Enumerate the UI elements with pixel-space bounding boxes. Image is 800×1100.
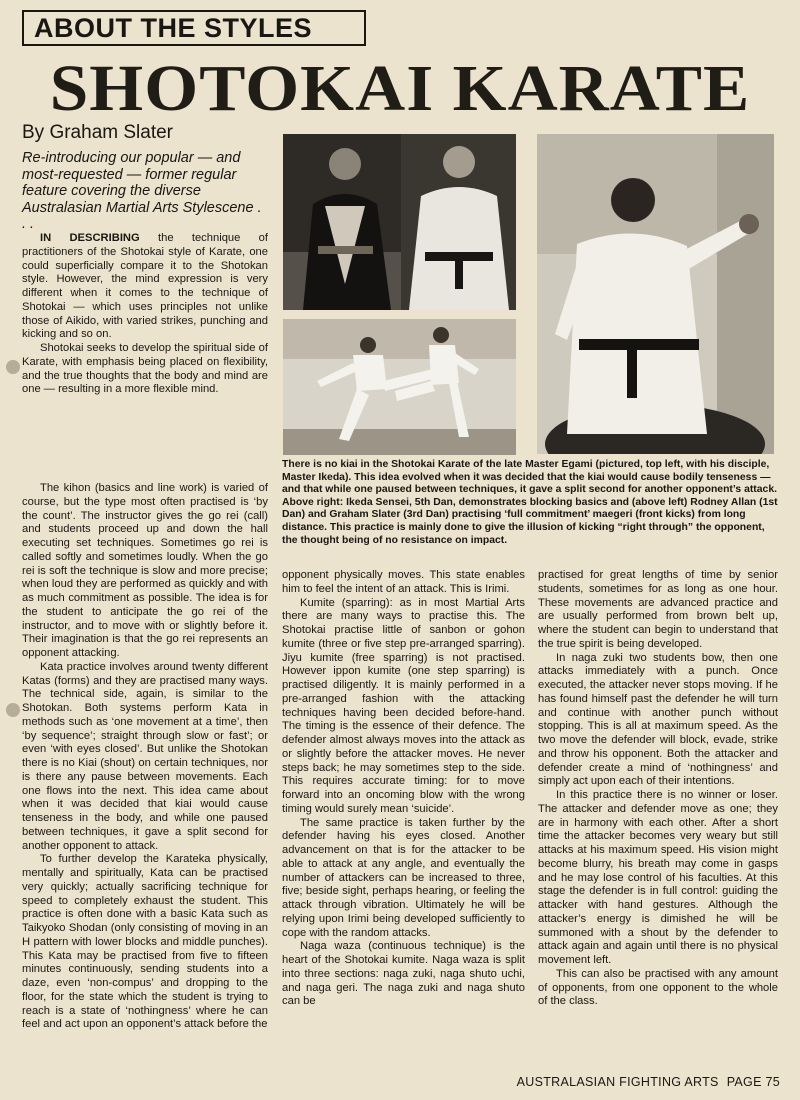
article-column-3	[538, 569, 778, 1009]
page-footer	[510, 1075, 780, 1089]
intro-rest: the technique of practitioners of the Shotokai style of Karate, one could superficially compare it to the Shotokan style. However, the mind expression is very different when it comes to the technique of Shotokai — which uses principles not unlike those of Aikido, with varied strikes, punching and kicking and so on.	[22, 232, 268, 341]
publication-name: AUSTRALASIAN FIGHTING ARTS	[516, 1075, 719, 1089]
byline: By Graham Slater	[22, 122, 173, 143]
body-paragraph: opponent physically moves. This state enables him to feel the intent of an attack. This is Irimi.	[282, 569, 525, 595]
body-paragraph: The same practice is taken further by the defender having his eyes closed. Another advancement on that is for the attacker to be able to attack at any angle, and eventually the number of attackers can be increased to three, five; beside sight, perhaps hearing, or feeling the attack through vibration. Ultimately he will be relying upon Irimi being developed sufficiently to cope with the random attacks.	[282, 816, 525, 939]
photo-front-kicks	[283, 319, 516, 455]
intro-lead: IN DESCRIBING	[40, 232, 140, 244]
page-number: PAGE 75	[726, 1075, 780, 1089]
article-column-1-upper	[22, 232, 268, 397]
body-paragraph: Naga waza (continuous technique) is the heart of the Shotokai kumite. Naga waza is split into three sections: naga zuki, naga shuto uchi, and naga geri. The naga zuki and naga shuto can be	[282, 940, 525, 1008]
body-paragraph: practised for great lengths of time by senior students, sometimes for as long as one hour. These movements are advanced practice and are usually performed from brown belt up, where the student can begin to understand that the true spirit is being developed.	[538, 569, 778, 650]
photo-caption: There is no kiai in the Shotokai Karate of the late Master Egami (pictured, top left, with his disciple, Master Ikeda). This idea evolved when it was decided that the kiai would cause bodily tenseness — and that while one paused between techniques, it gave a split second for another opponent’s attack. Above right: Ikeda Sensei, 5th Dan, demonstrates blocking basics and (above left) Rodney Allan (1st Dan) and Graham Slater (3rd Dan) practising ‘full commitment’ maegeri (front kicks) from long distance. This practice is mainly done to give the illusion of kicking “right through” the opponent, the thought being of no resistance on impact.	[282, 459, 778, 546]
body-paragraph: Shotokai seeks to develop the spiritual side of Karate, with emphasis being placed on flexibility, and the true thoughts that the body and mind are one — resulting in a more flexible mind.	[22, 342, 268, 396]
body-paragraph: This can also be practised with any amount of opponents, from one opponent to the whole of the class.	[538, 967, 778, 1008]
body-paragraph: In naga zuki two students bow, then one attacks immediately with a punch. Once executed, the attacker never stops moving. If he has found himself past the defender he will turn and continue with another punch without stopping. This is all at maximum speed. As the two move the defender will block, evade, strike and throw his opponent. Both the attacker and defender create a mind of ‘nothingness’ and simply act upon each of their intentions.	[538, 651, 778, 788]
body-paragraph: The kihon (basics and line work) is varied of course, but the type most often practised is ‘by the count’. The instructor gives the go rei (call) and students proceed up and down the hall executing set techniques. Sometimes go rei is called softly and sometimes loudly. When the go rei is soft the technique is slow and more precise; when loud they are performed as quickly and with as much commitment as possible. The idea is for the student to anticipate the go rei of the instructor, and to move with or slightly before it. Their imagination is that the go rei represents an opponent attacking.	[22, 482, 268, 659]
section-label: ABOUT THE STYLES	[22, 10, 366, 46]
binder-hole-mark	[6, 360, 20, 374]
intro-paragraph	[22, 232, 268, 342]
photo-ikeda-blocking	[537, 134, 774, 454]
article-column-2	[282, 569, 525, 1009]
photo-egami-and-ikeda	[283, 134, 516, 310]
body-paragraph: Kumite (sparring): as in most Martial Arts there are many ways to practise this. The Shotokai practise little of sanbon or gohon kumite (three or five step pre-arranged sparring). Jiyu kumite (free sparring) is not practised. However ippon kumite (one step sparring) is practised diligently. It is mainly performed in a pre-arranged fashion with the attacking techniques having been decided before-hand. The timing is the essence of their defence. The defender almost always moves into the attack as or slightly before the attacker moves. He never steps back; he may sometimes step to the side. This requires accurate timing: for to move forward into an oncoming blow with the wrong timing would surely mean ‘suicide’.	[282, 596, 525, 815]
article-column-1-lower	[22, 482, 268, 1032]
body-paragraph: Kata practice involves around twenty different Katas (forms) and they are practised many ways. The technical side, again, is similar to the Shotokan. Both systems perform Kata in methods such as ‘one movement at a time’, then ‘by sequence’; straight through slow or fast’; or even ‘with eyes closed’. But unlike the Shotokan there is no Kiai (shout) on certain techniques, nor is there any pause between movements. Each one flows into the next. This idea came about when it was decided that kiai would cause tenseness in the body, and while one paused between techniques, it gave a split second for another opponent to attack.	[22, 660, 268, 852]
body-paragraph: In this practice there is no winner or loser. The attacker and defender move as one; they are in harmony with each other. After a short time the attacker becomes very weary but still attacks at his maximum speed. His vision might become blurry, his breath may come in gasps and he may lose control of his faculties. At this stage the defender is in full control: guiding the attacker with hand gestures. Although the attacker’s energy is dimished he will be summoned with a shout by the defender to attack again and again until there is no physical movement left.	[538, 789, 778, 966]
binder-hole-mark	[6, 703, 20, 717]
standfirst: Re-introducing our popular — and most-requested — former regular feature covering the diverse Australasian Martial Arts Stylescene . . .	[22, 150, 262, 232]
body-paragraph: To further develop the Karateka physically, mentally and spiritually, Kata can be practised very quickly; actually sacrificing technique for speed to completely exhaust the student. This practice is often done with a basic Kata such as Taikyoko Shodan (only consisting of moving in an H pattern with lower blocks and middle punches). This Kata may be practised from five to fifteen minutes continuously, sending students into a daze, even ‘non-compus’ and dropping to the floor, for the state which the student is trying to reach is a state of ‘nothingness’ where he can feel and act upon an opponent’s attack before the	[22, 853, 268, 1031]
headline: SHOTOKAI KARATE	[49, 52, 751, 125]
